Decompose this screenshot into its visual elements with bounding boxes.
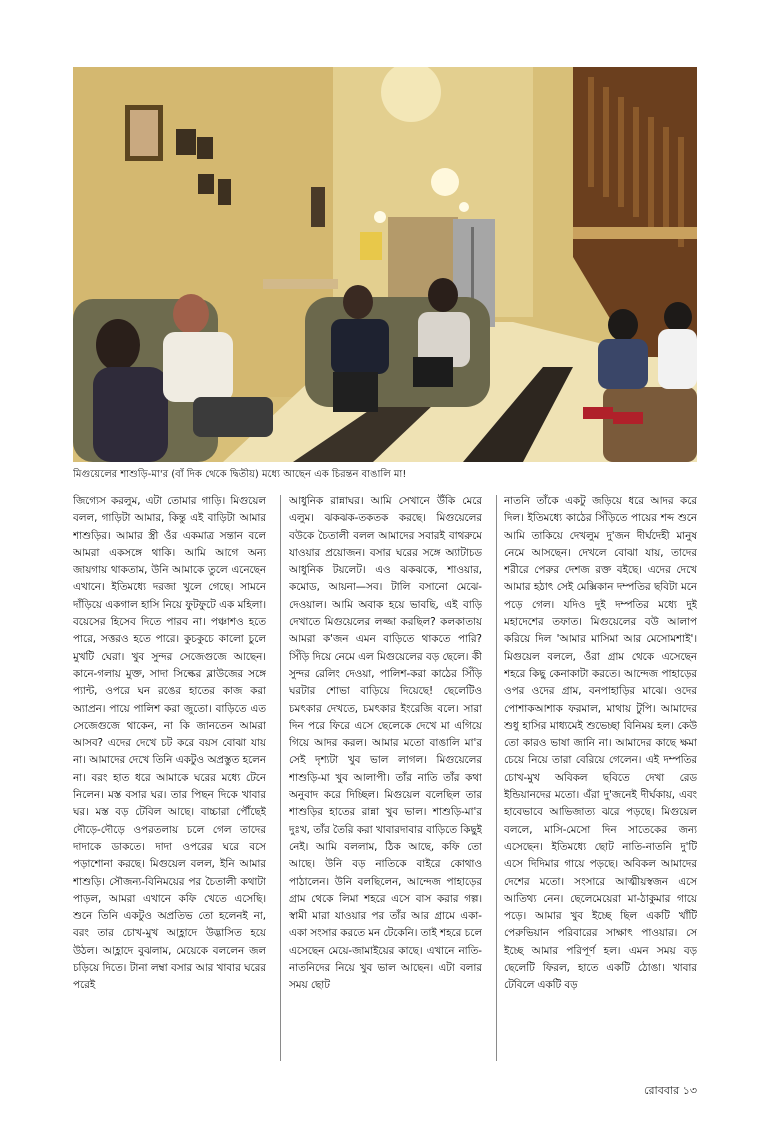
photo-caption: মিগুয়েলের শাশুড়ি-মা'র (বাঁ দিক থেকে দ্বিতীয়) মধ্যে আছেন এক চিরন্তন বাঙালি মা! xyxy=(73,469,407,480)
column-text: আধুনিক রান্নাঘর। আমি সেখানে উঁকি মেরে এলুম। ঝকঝক-তকতক করছে। মিগুয়েলের বউকে চৈতালী বলল আমাদের সবারই বাথরুমে যাওয়ার প্রয়োজন। বসার ঘরের সঙ্গে অ্যাটাচড আধুনিক টয়লেট। এও ঝকঝকে, শাওয়ার, কমোড, আয়না—সব। টালি বসানো মেঝে-দেওয়াল। আমি অবাক হয়ে ভাবছি, এই বাড়ি দেখাতে মিগুয়েলের লজ্জা করছিল? কলকাতায় আমরা ক'জন এমন বাড়িতে থাকতে পারি? সিঁড়ি দিয়ে নেমে এল মিগুয়েলের বড় ছেলে। কী সুন্দর রেলিং দেওয়া, পালিশ-করা কাঠের সিঁড়ি ঘরটার শোভা বাড়িয়ে দিয়েছে! ছেলেটিও চমৎকার দেখতে, চমৎকার ইংরেজি বলে। সারা দিন পরে ফিরে এসে ছেলেকে দেখে মা এগিয়ে গিয়ে আদর করল। আমার মতো বাঙালি মা'র সেই দৃশ্যটা খুব ভাল লাগল। মিগুয়েলের শাশুড়ি-মা খুব আলাপী। তাঁর নাতি তাঁর কথা অনুবাদ করে দিচ্ছিল। মিগুয়েল বলেছিল তার শাশুড়ির হাতের রান্না খুব ভাল। শাশুড়ি-মা'র দুঃখ, তাঁর তৈরি করা খাবারদাবার বাড়িতে কিছুই নেই। আমি বললাম, ঠিক আছে, কফি তো আছে। উনি বড় নাতিকে বাইরে কোথাও পাঠালেন। উনি বলছিলেন, আন্দেজ পাহাড়ের গ্রাম থেকে লিমা শহরে এসে বাস করার গল্প। স্বামী মারা যাওয়ার পর তাঁর আর গ্রামে একা-একা সংসার করতে মন টেকেনি। তাই শহরে চলে এসেছেন মেয়ে-জামাইয়ের কাছে। এখানে নাতি-নাতনিদের নিয়ে খুব ভাল আছেন। এটা বলার সময় ছোট xyxy=(289,495,482,992)
article-column-3 xyxy=(504,493,697,1073)
article-column-1 xyxy=(73,493,266,1073)
column-text: নাতনি তাঁকে একটু জড়িয়ে ধরে আদর করে দিল। ইতিমধ্যে কাঠের সিঁড়িতে পায়ের শব্দ শুনে আমি তাকিয়ে দেখলুম দু'জন দীর্ঘদেহী মানুষ নেমে আসছেন। দেখলে বোঝা যায়, তাদের শরীরে পেরুর দেশজ রক্ত বইছে। এদের দেখে আমার হঠাৎ সেই মেক্সিকান দম্পতির ছবিটা মনে পড়ে গেল। যদিও দুই দম্পতির মধ্যে দুই মহাদেশের তফাত। মিগুয়েলের বউ আলাপ করিয়ে দিল 'আমার মাসিমা আর মেসোমশাই'। মিগুয়েল বললে, ওঁরা গ্রাম থেকে এসেছেন শহরে কিছু কেনাকাটা করতে। আন্দেজ পাহাড়ের ওপর ওদের গ্রাম, বনপাহাড়ির মাঝে। ওদের পোশাকআশাক ফরমাল, মাথায় টুপি। আমাদের শুধু হাসির মাধ্যমেই শুভেচ্ছা বিনিময় হল। কেউ তো কারও ভাষা জানি না। আমাদের কাছে ক্ষমা চেয়ে নিয়ে তারা বেরিয়ে গেলেন। এই দম্পতির চোখ-মুখ অবিকল ছবিতে দেখা রেড ইন্ডিয়ানদের মতো। এঁরা দু'জনেই দীর্ঘকায়, এবং হাবেভাবে আভিজাত্য ঝরে পড়ছে। মিগুয়েল বললে, মাসি-মেসো দিন সাতেকের জন্য এসেছেন। ইতিমধ্যে ছোট নাতি-নাতনি দু'টি এসে দিদিমার গায়ে পড়ছে। অবিকল আমাদের দেশের মতো। সংসারে আত্মীয়স্বজন এসে আতিথ্য নেন। ছেলেমেয়েরা মা-ঠাকুমার গায়ে পড়ে। আমার খুব ইচ্ছে ছিল একটি খাঁটি পেরুভিয়ান পরিবারের সাক্ষাৎ পাওয়ার। সে ইচ্ছে আমার পরিপূর্ণ হল। এমন সময় বড় ছেলেটি ফিরল, হাতে একটি ঠোঙা। খাবার টেবিলে একটি বড় xyxy=(504,495,697,992)
living-room-illustration xyxy=(73,67,697,462)
article-column-2 xyxy=(289,493,482,1073)
article-photo xyxy=(73,67,697,462)
column-divider xyxy=(496,495,497,1061)
page-footer: রোববার ১৩ xyxy=(644,1084,697,1097)
column-divider xyxy=(280,495,281,1061)
column-text: জিগ্যেস করলুম, এটা তোমার গাড়ি। মিগুয়েল বলল, গাড়িটা আমার, কিন্তু এই বাড়িটা আমার শাশুড়ির। আমার স্ত্রী ওঁর একমাত্র সন্তান বলে আমরা একসঙ্গে থাকি। আমি আগে অন্য জায়গায় থাকতাম, উনি আমাকে তুলে এনেছেন এখানে। ইতিমধ্যে দরজা খুলে গেছে। সামনে দাঁড়িয়ে একগাল হাসি নিয়ে ফুটফুটে এক মহিলা। বয়েসের হিসেব দিতে পারব না। পঞ্চাশও হতে পারে, সত্তরও হতে পারে। কুচকুচে কালো চুলে মুখটি ঘেরা। খুব সুন্দর সেজেগুজে আছেন। কানে-গলায় মুক্ত, সাদা সিল্কের ব্লাউজের সঙ্গে প্যান্ট, ওপরে ঘন রঙের হাতের কাজ করা অ্যাপ্রন। পায়ে পালিশ করা জুতো। বাড়িতে এত সেজেগুজে থাকেন, না কি জানতেন আমরা আসব? এদের দেখে চট করে বয়স বোঝা যায় না। আমাদের দেখে তিনি একটুও অপ্রস্তুত হলেন না। বরং হাত ধরে আমাকে ঘরের মধ্যে টেনে নিলেন। মস্ত বসার ঘর। তার পিছন দিকে খাবার ঘর। মস্ত বড় টেবিল আছে। বাচ্চারা পৌঁছেই দৌড়ে-দৌড়ে ওপরতলায় চলে গেল তাদের দাদাকে ডাকতে। দাদা ওপরের ঘরে বসে পড়াশোনা করছে। মিগুয়েল বলল, ইনি আমার শাশুড়ি। সৌজন্য-বিনিময়ের পর চৈতালী কথাটা পাড়ল, আমরা এখানে কফি খেতে এসেছি। শুনে তিনি একটুও অপ্রতিভ তো হলেনই না, বরং তার চোখ-মুখ আহ্লাদে উদ্ভাসিত হয়ে উঠল। আহ্লাদে বুঝলাম, মেয়েকে বললেন জল চড়িয়ে দিতে। টানা লম্বা বসার আর খাবার ঘরের পরেই xyxy=(73,495,266,992)
